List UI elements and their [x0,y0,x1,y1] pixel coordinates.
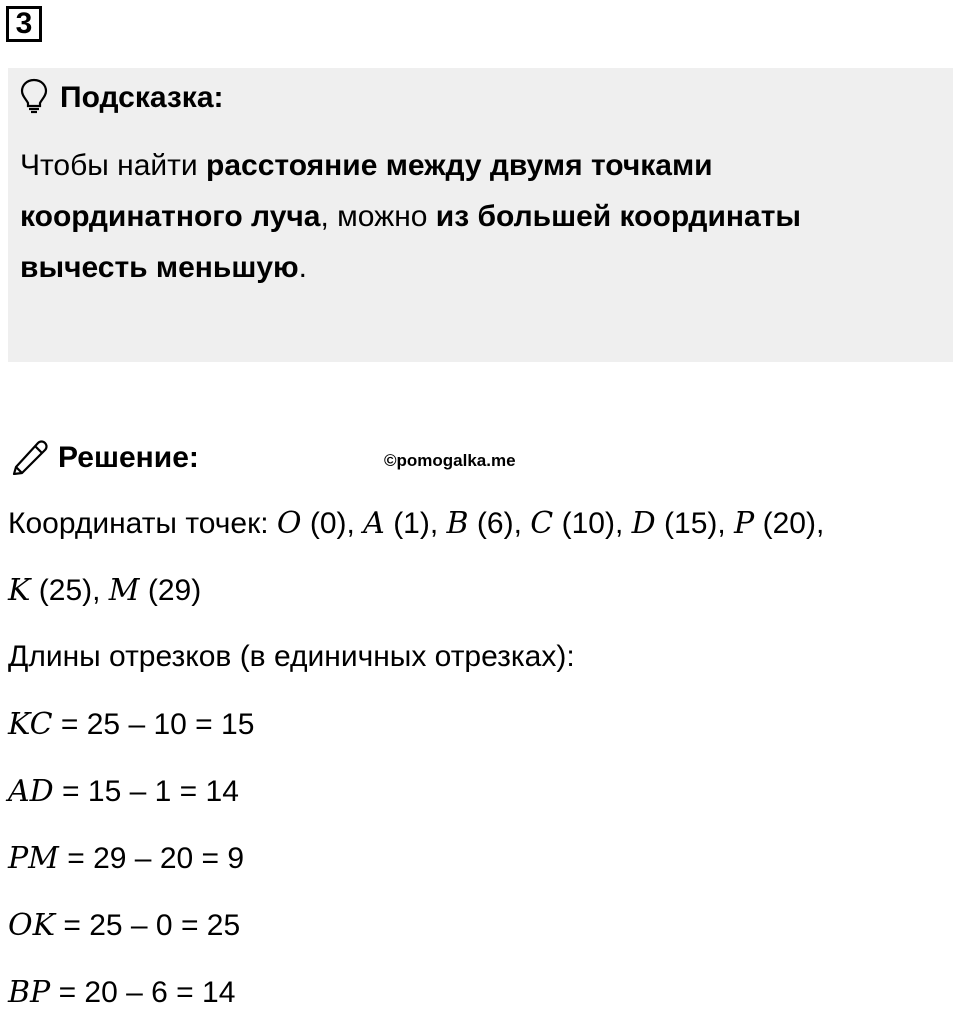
point-name: B [446,506,469,541]
hint-header [20,80,224,116]
equation-expr: = 20 – 6 = 14 [50,976,236,1009]
hint-text-part: , можно [320,200,436,233]
solution-header [10,438,199,478]
point-value: (6) [476,507,514,540]
segment-name: BP [8,975,51,1010]
point-name: M [108,573,140,608]
segment-name: AD [8,774,54,809]
hint-title: Подсказка: [60,81,224,114]
segment-name: PM [8,841,59,876]
point-name: P [734,506,755,541]
point-value: (10) [561,507,615,540]
hint-text-bold: координатного луча [20,200,321,233]
segment-name: KC [8,707,53,742]
equation-expr: = 29 – 20 = 9 [58,842,245,875]
point-value: (29) [147,574,202,607]
point-value: (25) [38,574,93,607]
hint-text-part: . [298,251,308,284]
point-name: C [530,506,554,541]
hint-text-bold: вычесть меньшую [20,251,299,284]
equation [8,908,240,943]
equation [8,841,244,876]
equation [8,774,239,809]
coordinates-line-1: Координаты точек: O (0), A (1), B (6), C (10), D (15), P (20), [8,506,825,541]
watermark: ©pomogalka.me [384,451,516,470]
equation-expr: = 25 – 10 = 15 [52,708,255,741]
equation-expr: = 25 – 0 = 25 [55,909,241,942]
hint-box [8,68,953,362]
coords-label: Координаты точек: [8,507,277,540]
lightbulb-icon [20,78,48,119]
coordinates-line-2: K (25), M (29) [8,573,202,608]
point-name: A [363,506,385,541]
point-value: (15) [664,507,718,540]
equation [8,707,254,742]
equation-expr: = 15 – 1 = 14 [53,775,239,808]
equation [8,975,235,1010]
point-value: (20) [762,507,816,540]
hint-text-bold: расстояние между двумя точками [206,149,713,182]
hint-text [20,140,920,293]
point-name: K [8,573,31,608]
point-value: (1) [393,507,430,540]
point-name: O [276,506,302,541]
pencil-icon [10,437,50,480]
solution-title: Решение: [58,441,199,474]
point-name: D [631,506,656,541]
segment-name: OK [8,908,56,943]
lengths-label: Длины отрезков (в единичных отрезках): [8,640,575,673]
hint-text-part: Чтобы найти [20,149,207,182]
task-number: 3 [6,6,42,42]
point-value: (0) [309,507,347,540]
hint-text-bold: из большей координаты [435,200,802,233]
